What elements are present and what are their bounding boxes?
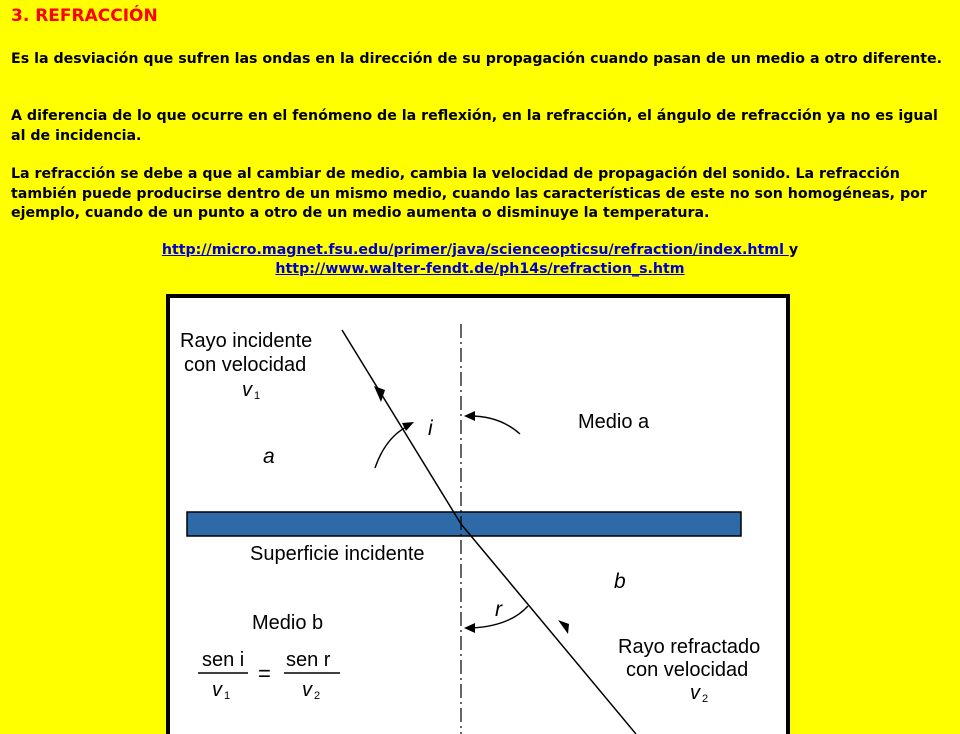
refracted-ray xyxy=(461,524,636,734)
incident-ray xyxy=(342,330,461,524)
surface-label: Superficie incidente xyxy=(250,543,425,565)
refracted-ray-arrow xyxy=(558,620,569,634)
v1-symbol: v xyxy=(242,379,252,401)
incident-ray-arrow xyxy=(374,386,385,402)
refraction-diagram-svg xyxy=(170,298,786,734)
fraction-v1-symbol: v xyxy=(212,679,222,701)
fraction-v1-subscript: 1 xyxy=(224,690,231,702)
reference-links xyxy=(0,241,960,278)
equals-sign: = xyxy=(258,661,271,686)
refracted-ray-label-1: Rayo refractado xyxy=(618,636,761,658)
medium-a-label: Medio a xyxy=(578,411,650,433)
angle-a-label: a xyxy=(263,445,275,468)
page-title: 3. REFRACCIÓN xyxy=(11,6,158,26)
cause-paragraph: La refracción se debe a que al cambiar de medio, cambia la velocidad de propagación del sonido. La refracción también puede producirse dentro de un mismo medio, cuando las características de este no son homogéneas, por ejemplo, cuando de un punto a otro de un medio aumenta o disminuye la temperatura. xyxy=(11,166,927,221)
v2-subscript: 2 xyxy=(702,693,709,705)
medium-b-label: Medio b xyxy=(252,612,324,634)
incident-ray-label-1: Rayo incidente xyxy=(180,330,313,352)
link-walter-fendt[interactable]: http://www.walter-fendt.de/ph14s/refraction_s.htm xyxy=(275,260,685,277)
angle-i-arrow xyxy=(464,411,475,421)
fraction-v2-subscript: 2 xyxy=(314,690,321,702)
v1-subscript: 1 xyxy=(254,390,261,402)
angle-r-arrow xyxy=(464,623,475,633)
refraction-diagram xyxy=(166,294,790,734)
definition-paragraph: Es la desviación que sufren las ondas en la dirección de su propagación cuando pasan de un medio a otro diferente. xyxy=(11,51,942,67)
link-fsu-refraction[interactable]: http://micro.magnet.fsu.edu/primer/java/scienceopticsu/refraction/index.html xyxy=(161,242,789,258)
refracted-ray-label-2: con velocidad xyxy=(626,659,749,681)
sen-r-label: sen r xyxy=(286,649,331,671)
angle-i-label: i xyxy=(428,417,433,440)
angle-b-label: b xyxy=(614,570,626,593)
link-conjunction: y xyxy=(788,242,799,258)
angle-paragraph: A diferencia de lo que ocurre en el fenómeno de la reflexión, en la refracción, el ángulo de refracción ya no es igual al de incidencia. xyxy=(11,108,938,144)
angle-r-label: r xyxy=(495,598,502,621)
incident-surface-bar xyxy=(187,512,741,536)
sen-i-label: sen i xyxy=(202,649,245,671)
angle-i-arc xyxy=(470,416,520,434)
incident-ray-label-2: con velocidad xyxy=(184,354,307,376)
fraction-v2-symbol: v xyxy=(302,679,312,701)
v2-symbol: v xyxy=(690,682,700,704)
